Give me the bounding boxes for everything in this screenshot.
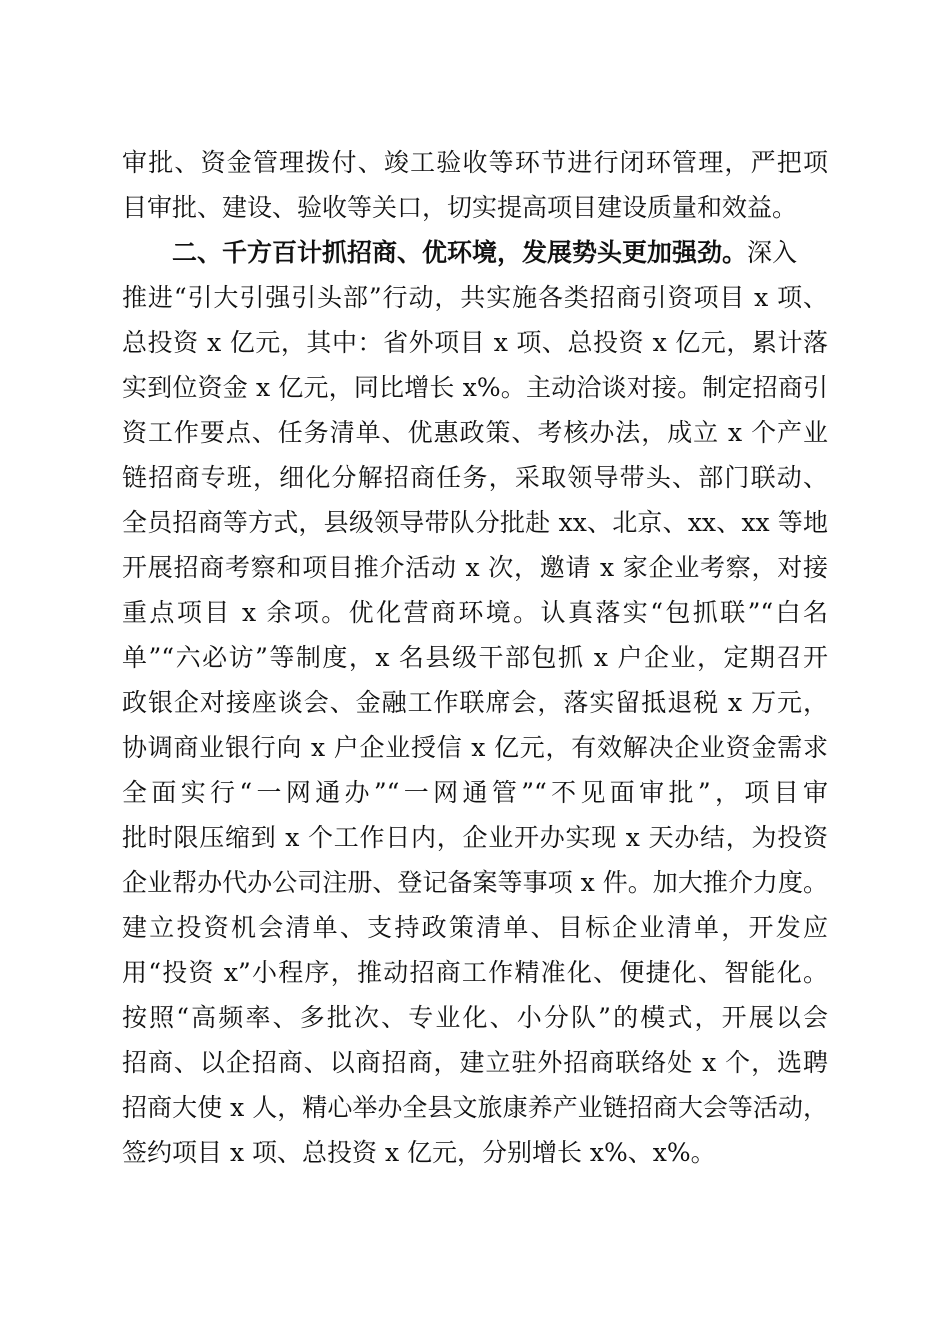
paragraph-line: 总投资 x 亿元，其中：省外项目 x 项、总投资 x 亿元，累计落	[122, 328, 828, 357]
paragraph-line: 审批、资金管理拨付、竣工验收等环节进行闭环管理，严把项	[122, 148, 828, 177]
paragraph-line: 签约项目 x 项、总投资 x 亿元，分别增长 x%、x%。	[122, 1138, 716, 1167]
paragraph-line: 建立投资机会清单、支持政策清单、目标企业清单，开发应	[122, 913, 828, 942]
paragraph-line: 批时限压缩到 x 个工作日内，企业开办实现 x 天办结，为投资	[122, 823, 828, 852]
paragraph-line: 政银企对接座谈会、金融工作联席会，落实留抵退税 x 万元，	[122, 688, 828, 717]
section-heading-line	[122, 230, 828, 275]
paragraph-line: 招商大使 x 人，精心举办全县文旅康养产业链招商大会等活动，	[122, 1093, 828, 1122]
paragraph-line: 按照“高频率、多批次、专业化、小分队”的模式，开展以会	[122, 1003, 828, 1032]
paragraph-line: 重点项目 x 余项。优化营商环境。认真落实“包抓联”“白名	[122, 598, 828, 627]
paragraph-line: 链招商专班，细化分解招商任务，采取领导带头、部门联动、	[122, 463, 828, 492]
paragraph-line: 招商、以企招商、以商招商，建立驻外招商联络处 x 个，选聘	[122, 1048, 828, 1077]
paragraph-line: 全员招商等方式，县级领导带队分批赴 xx、北京、xx、xx 等地	[122, 508, 828, 537]
document-body	[122, 140, 828, 1175]
paragraph-line: 目审批、建设、验收等关口，切实提高项目建设质量和效益。	[122, 193, 798, 222]
paragraph-line: 用“投资 x”小程序，推动招商工作精准化、便捷化、智能化。	[122, 958, 828, 987]
paragraph-line: 企业帮办代办公司注册、登记备案等事项 x 件。加大推介力度。	[122, 868, 828, 897]
paragraph-line: 协调商业银行向 x 户企业授信 x 亿元，有效解决企业资金需求	[122, 733, 828, 762]
paragraph-line: 全面实行“一网通办”“一网通管”“不见面审批”，项目审	[122, 778, 828, 807]
paragraph-line: 推进“引大引强引头部”行动，共实施各类招商引资项目 x 项、	[122, 283, 828, 312]
section-heading: 二、千方百计抓招商、优环境，发展势头更加强劲。	[172, 238, 748, 267]
paragraph-line: 资工作要点、任务清单、优惠政策、考核办法，成立 x 个产业	[122, 418, 828, 447]
paragraph-line: 开展招商考察和项目推介活动 x 次，邀请 x 家企业考察，对接	[122, 553, 828, 582]
paragraph-line: 实到位资金 x 亿元，同比增长 x%。主动洽谈对接。制定招商引	[122, 373, 828, 402]
heading-line-rest: 深入	[747, 238, 798, 267]
paragraph-line: 单”“六必访”等制度，x 名县级干部包抓 x 户企业，定期召开	[122, 643, 828, 672]
